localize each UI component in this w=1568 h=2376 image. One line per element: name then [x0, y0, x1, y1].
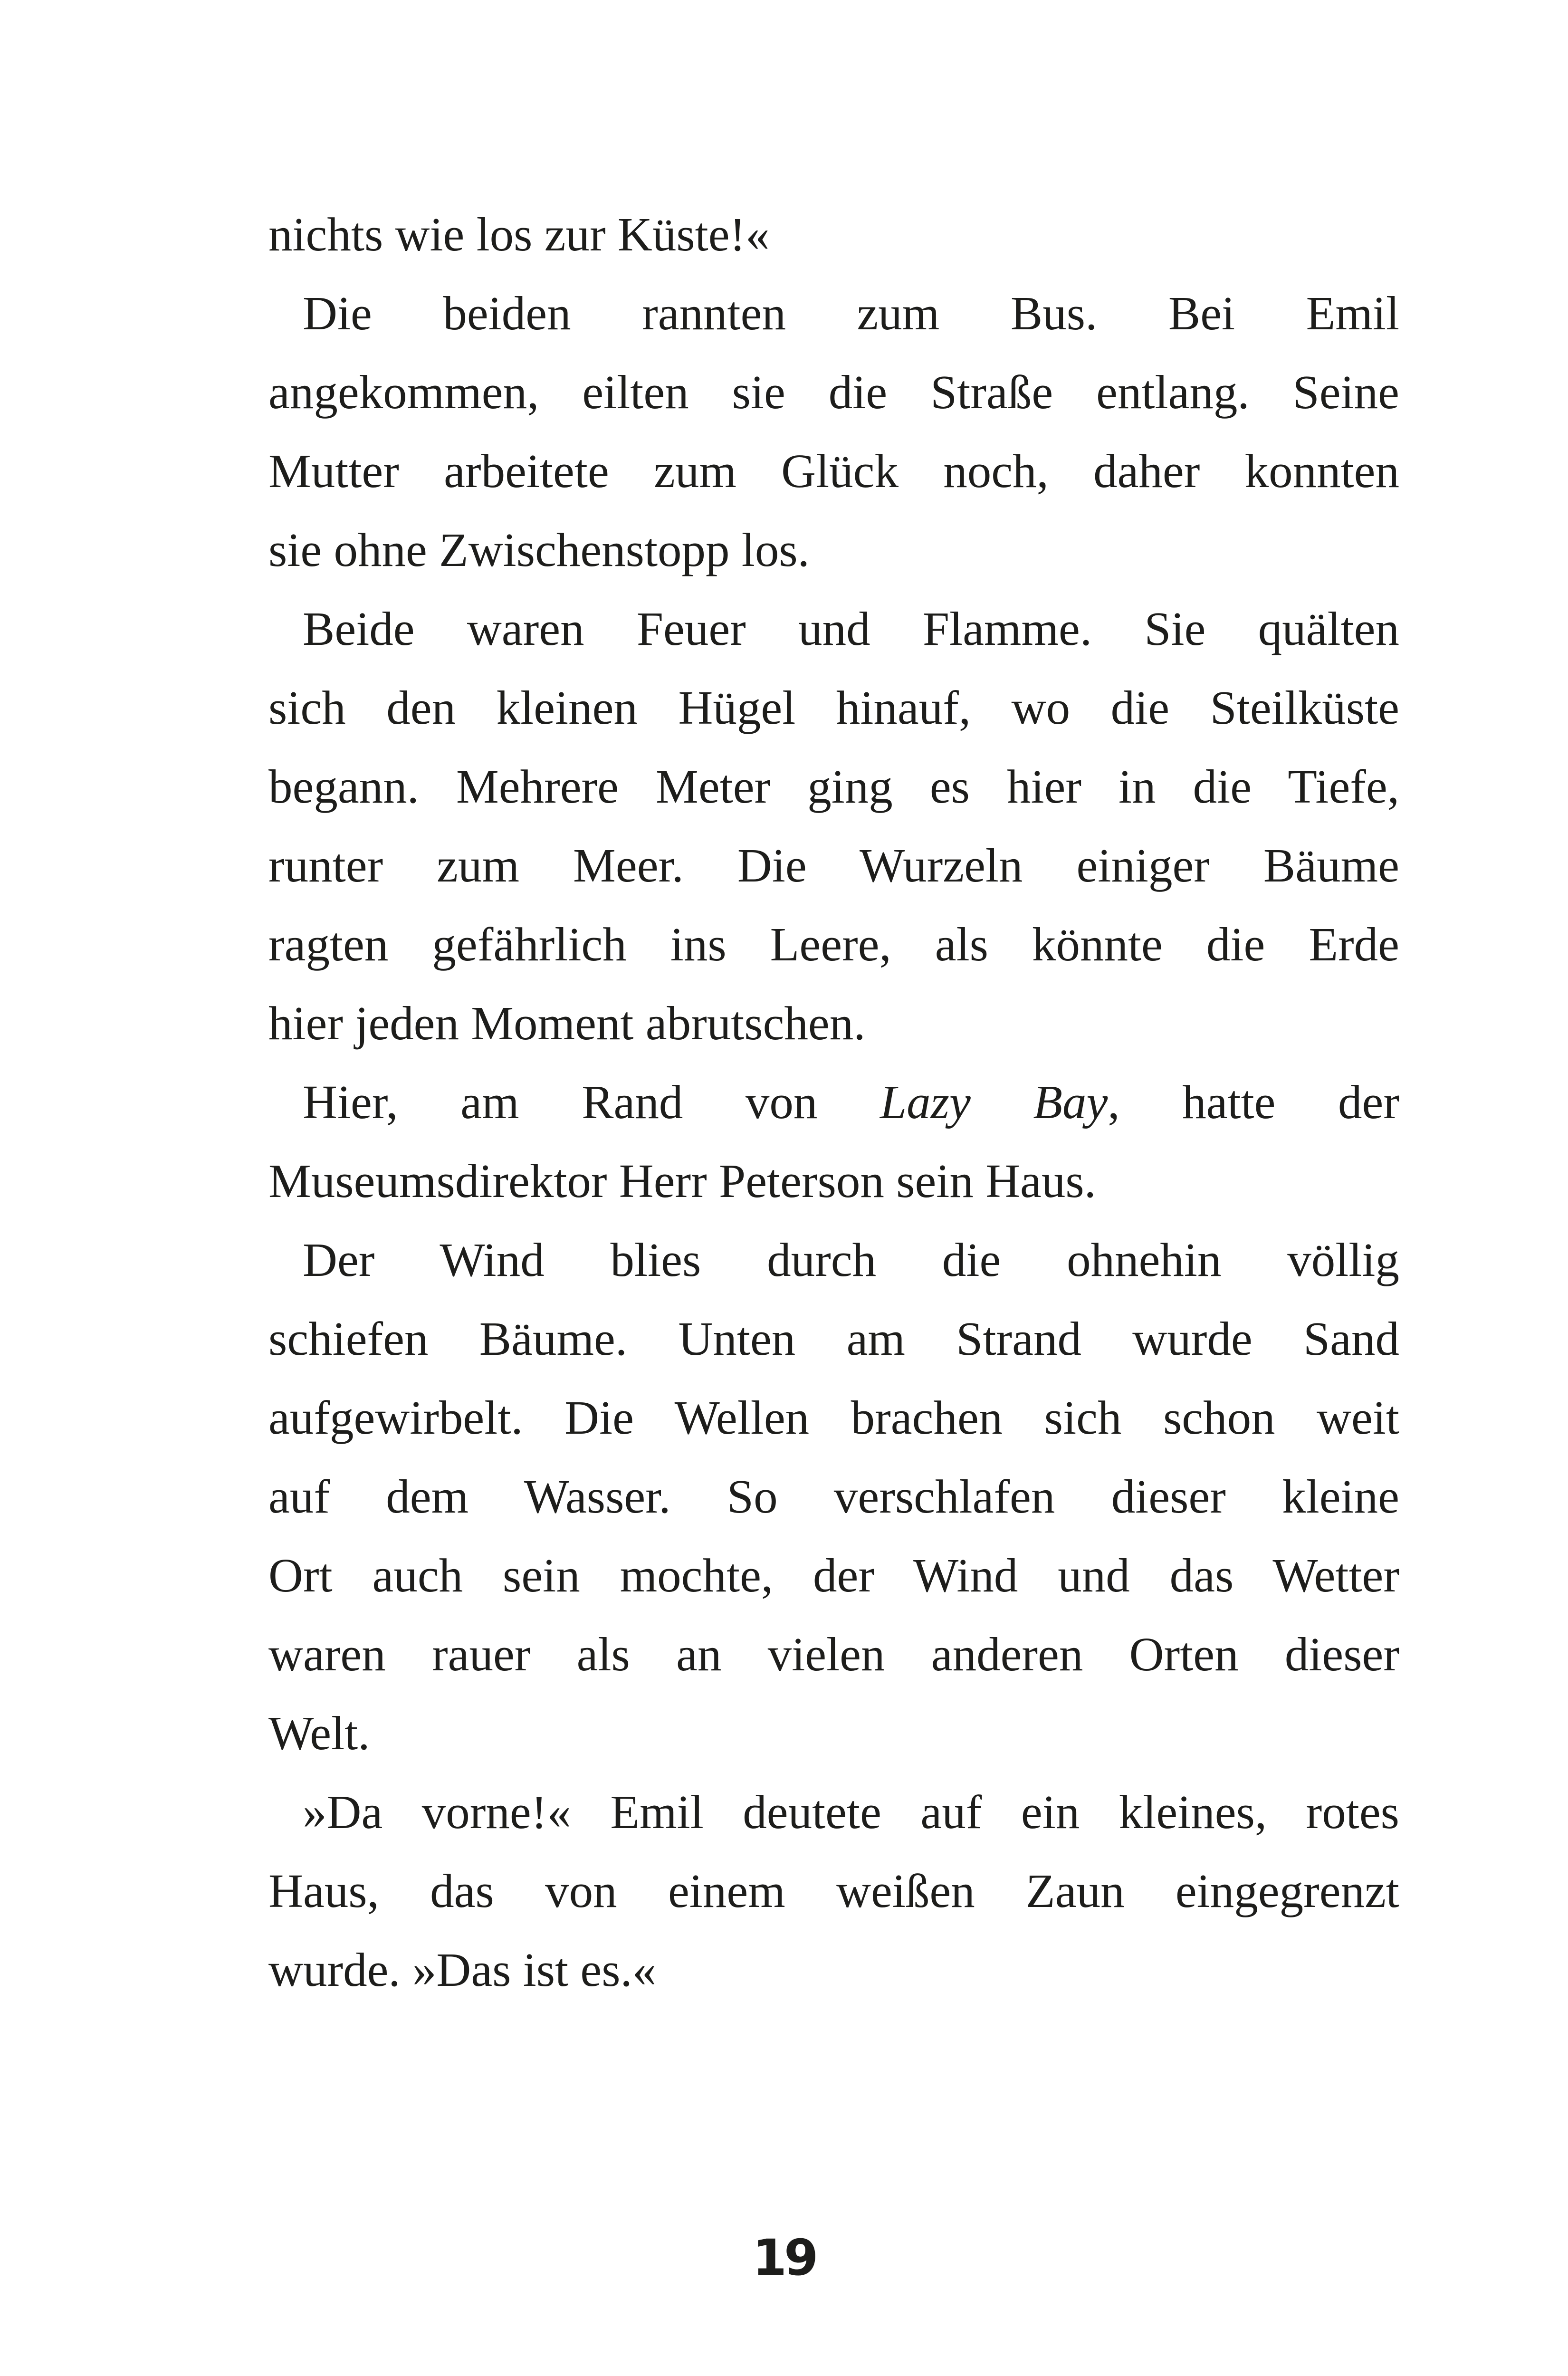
text-line: angekommen, eilten sie die Straße entlang. Seine	[268, 365, 1399, 419]
paragraph	[268, 1772, 1399, 2009]
text-line: waren rauer als an vielen anderen Orten dieser	[268, 1628, 1399, 1681]
text-line: schiefen Bäume. Unten am Strand wurde Sand	[268, 1312, 1399, 1365]
text-line: Die beiden rannten zum Bus. Bei Emil	[303, 287, 1399, 340]
text-segment: Hier, am Rand von	[303, 1075, 880, 1129]
text-line: Mutter arbeitete zum Glück noch, daher konnten	[268, 444, 1399, 498]
text-line: runter zum Meer. Die Wurzeln einiger Bäume	[268, 839, 1399, 892]
paragraph	[268, 195, 1399, 274]
paragraph	[268, 1220, 1399, 1772]
text-line: Museumsdirektor Herr Peterson sein Haus.	[268, 1154, 1096, 1207]
text-line: Ort auch sein mochte, der Wind und das Wetter	[268, 1549, 1399, 1602]
place-name: Lazy Bay	[880, 1075, 1108, 1129]
text-line: hier jeden Moment abrutschen.	[268, 996, 866, 1050]
text-line: Haus, das von einem weißen Zaun eingegrenzt	[268, 1864, 1399, 1917]
paragraph	[268, 1063, 1399, 1220]
text-segment: , hatte der	[1108, 1075, 1399, 1129]
text-line: auf dem Wasser. So verschlafen dieser kleine	[268, 1470, 1399, 1523]
text-line: »Da vorne!« Emil deutete auf ein kleines, rotes	[303, 1785, 1399, 1839]
text-line: sie ohne Zwischenstopp los.	[268, 523, 810, 576]
text-line: wurde. »Das ist es.«	[268, 1943, 657, 1996]
text-line: Der Wind blies durch die ohnehin völlig	[303, 1233, 1399, 1286]
paragraph	[268, 589, 1399, 1063]
text-line: Beide waren Feuer und Flamme. Sie quälten	[303, 602, 1399, 655]
page-number: 19	[752, 2229, 816, 2287]
text-line	[268, 1063, 1399, 1141]
paragraph	[268, 274, 1399, 589]
text-line: sich den kleinen Hügel hinauf, wo die Steilküste	[268, 681, 1399, 734]
text-line: ragten gefährlich ins Leere, als könnte die Erde	[268, 918, 1399, 971]
text-line: Welt.	[268, 1706, 370, 1760]
text-line: nichts wie los zur Küste!«	[268, 208, 770, 261]
text-line: aufgewirbelt. Die Wellen brachen sich schon weit	[268, 1391, 1399, 1444]
text-line: begann. Mehrere Meter ging es hier in die Tiefe,	[268, 760, 1399, 813]
body-text	[268, 195, 1399, 2009]
